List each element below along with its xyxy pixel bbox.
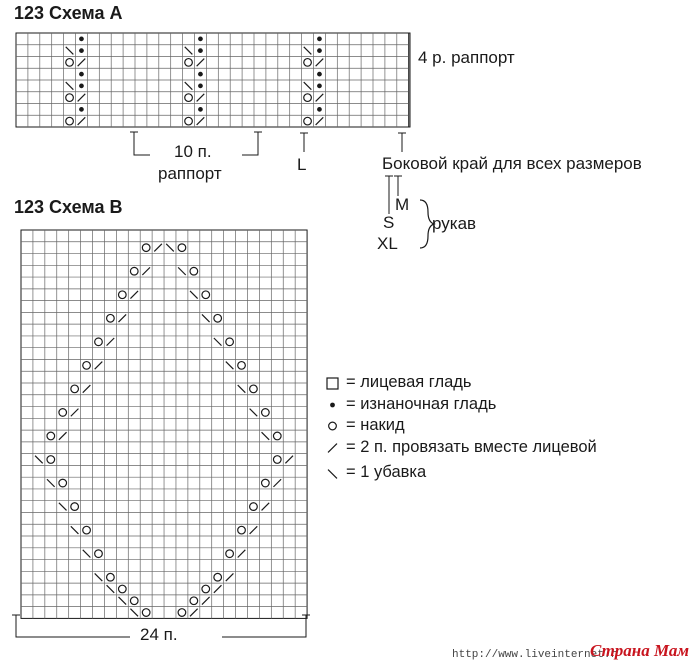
purl-symbol [79,48,84,53]
yarn-over-symbol [71,503,79,511]
yarn-over-symbol [66,59,74,67]
k2tog-symbol [95,362,103,370]
yarn-over-symbol [142,244,150,252]
purl-symbol [79,72,84,77]
decrease-symbol [119,597,127,605]
yarn-over-symbol [47,456,55,464]
yarn-over-symbol [95,338,103,346]
purl-symbol [317,72,322,77]
purl-symbol [317,48,322,53]
decrease-symbol [304,47,312,55]
k2tog-symbol [78,59,86,67]
decrease-symbol [214,338,222,346]
decrease-symbol [59,503,67,511]
yarn-over-symbol [190,597,198,605]
yarn-over-symbol [304,94,312,102]
yarn-over-symbol [59,479,67,487]
yarn-over-symbol [107,573,115,581]
sleeve-label: рукав [432,214,477,233]
purl-symbol [198,48,203,53]
yarn-over-symbol [95,550,103,558]
yarn-over-symbol [47,432,55,440]
yarn-over-symbol [226,338,234,346]
yarn-over-symbol [142,609,150,617]
k2tog-symbol [214,585,222,593]
k2tog-symbol [197,94,205,102]
k2tog-symbol [78,117,86,125]
scheme-a-stitch-repeat-word: раппорт [158,164,222,183]
size-s-label: S [383,213,395,232]
k2tog-symbol [107,338,115,346]
k2tog-symbol [71,409,79,417]
yarn-over-symbol [202,585,210,593]
yarn-over-symbol [238,526,246,534]
scheme-a-row-repeat-label: 4 р. раппорт [418,48,515,67]
decrease-symbol [202,314,210,322]
k2tog-symbol [78,94,86,102]
yarn-over-symbol [214,314,222,322]
decrease-symbol [130,609,138,617]
decrease-symbol [83,550,91,558]
decrease-symbol [250,409,258,417]
slash-icon [328,444,337,453]
k2tog-symbol [83,385,91,393]
purl-symbol [198,107,203,112]
yarn-over-symbol [83,362,91,370]
scheme-a-title: 123 Схема А [14,3,123,23]
k2tog-symbol [316,94,324,102]
backslash-icon [328,470,337,479]
k2tog-symbol [197,117,205,125]
yarn-over-symbol [107,314,115,322]
yarn-over-symbol [190,267,198,275]
yarn-over-symbol [178,244,186,252]
yarn-over-symbol [185,59,193,67]
yarn-over-symbol [71,385,79,393]
yarn-over-symbol [119,585,127,593]
purl-symbol [79,83,84,88]
scheme-a-stitch-count: 10 п. [174,142,212,161]
stitch-repeat-bracket-left [134,132,150,155]
k2tog-symbol [316,59,324,67]
k2tog-symbol [59,432,67,440]
yarn-over-symbol [304,59,312,67]
yarn-over-symbol [226,550,234,558]
decrease-symbol [71,526,79,534]
yarn-over-symbol [130,267,138,275]
yarn-over-symbol [202,291,210,299]
watermark-brand: Страна Мам [590,641,690,660]
decrease-symbol [166,244,174,252]
yarn-over-symbol [250,503,258,511]
decrease-symbol [95,573,103,581]
circle-icon [329,422,337,430]
side-edge-label: Боковой край для всех размеров [382,154,642,173]
yarn-over-symbol [250,385,258,393]
legend-text-k2tog: = 2 п. провязать вместе лицевой [346,438,597,456]
purl-symbol [198,36,203,41]
yarn-over-symbol [273,456,281,464]
k2tog-symbol [262,503,270,511]
k2tog-symbol [202,597,210,605]
yarn-over-symbol [273,432,281,440]
decrease-symbol [185,82,193,90]
k2tog-symbol [190,609,198,617]
purl-symbol [198,72,203,77]
square-icon [327,378,338,389]
purl-symbol [79,107,84,112]
scheme-b-width-label: 24 п. [140,625,178,644]
stitch-repeat-bracket-right [242,132,258,155]
k2tog-symbol [197,59,205,67]
decrease-symbol [66,47,74,55]
yarn-over-symbol [262,479,270,487]
k2tog-symbol [226,573,234,581]
scheme-b-title: 123 Схема В [14,197,123,217]
yarn-over-symbol [59,409,67,417]
size-xl-label: XL [377,234,398,253]
purl-symbol [198,83,203,88]
yarn-over-symbol [185,94,193,102]
decrease-symbol [304,82,312,90]
legend-text-knit: = лицевая гладь [346,373,472,391]
decrease-symbol [35,456,43,464]
decrease-symbol [238,385,246,393]
decrease-symbol [185,47,193,55]
watermark-url: http://www.liveinternet.r [452,649,618,661]
yarn-over-symbol [119,291,127,299]
yarn-over-symbol [66,117,74,125]
scheme-a-grid [16,33,409,127]
yarn-over-symbol [178,609,186,617]
scheme-b-grid [21,230,307,618]
k2tog-symbol [142,267,150,275]
purl-symbol [317,83,322,88]
size-l-label: L [297,155,307,174]
legend-text-yarn-over: = накид [346,416,405,434]
yarn-over-symbol [66,94,74,102]
decrease-symbol [178,267,186,275]
yarn-over-symbol [83,526,91,534]
k2tog-symbol [154,244,162,252]
purl-symbol [317,107,322,112]
decrease-symbol [226,362,234,370]
legend-text-purl: = изнаночная гладь [346,395,497,413]
decrease-symbol [190,291,198,299]
yarn-over-symbol [185,117,193,125]
legend-text-decrease: = 1 убавка [346,463,427,481]
k2tog-symbol [130,291,138,299]
decrease-symbol [107,585,115,593]
decrease-symbol [66,82,74,90]
k2tog-symbol [273,479,281,487]
decrease-symbol [262,432,270,440]
k2tog-symbol [316,117,324,125]
decrease-symbol [47,479,55,487]
k2tog-symbol [238,550,246,558]
purl-symbol [317,36,322,41]
yarn-over-symbol [238,362,246,370]
yarn-over-symbol [130,597,138,605]
yarn-over-symbol [304,117,312,125]
k2tog-symbol [119,314,127,322]
k2tog-symbol [250,526,258,534]
dot-icon [330,403,335,408]
k2tog-symbol [285,456,293,464]
size-m-label: M [395,195,410,214]
yarn-over-symbol [214,573,222,581]
purl-symbol [79,36,84,41]
yarn-over-symbol [262,409,270,417]
